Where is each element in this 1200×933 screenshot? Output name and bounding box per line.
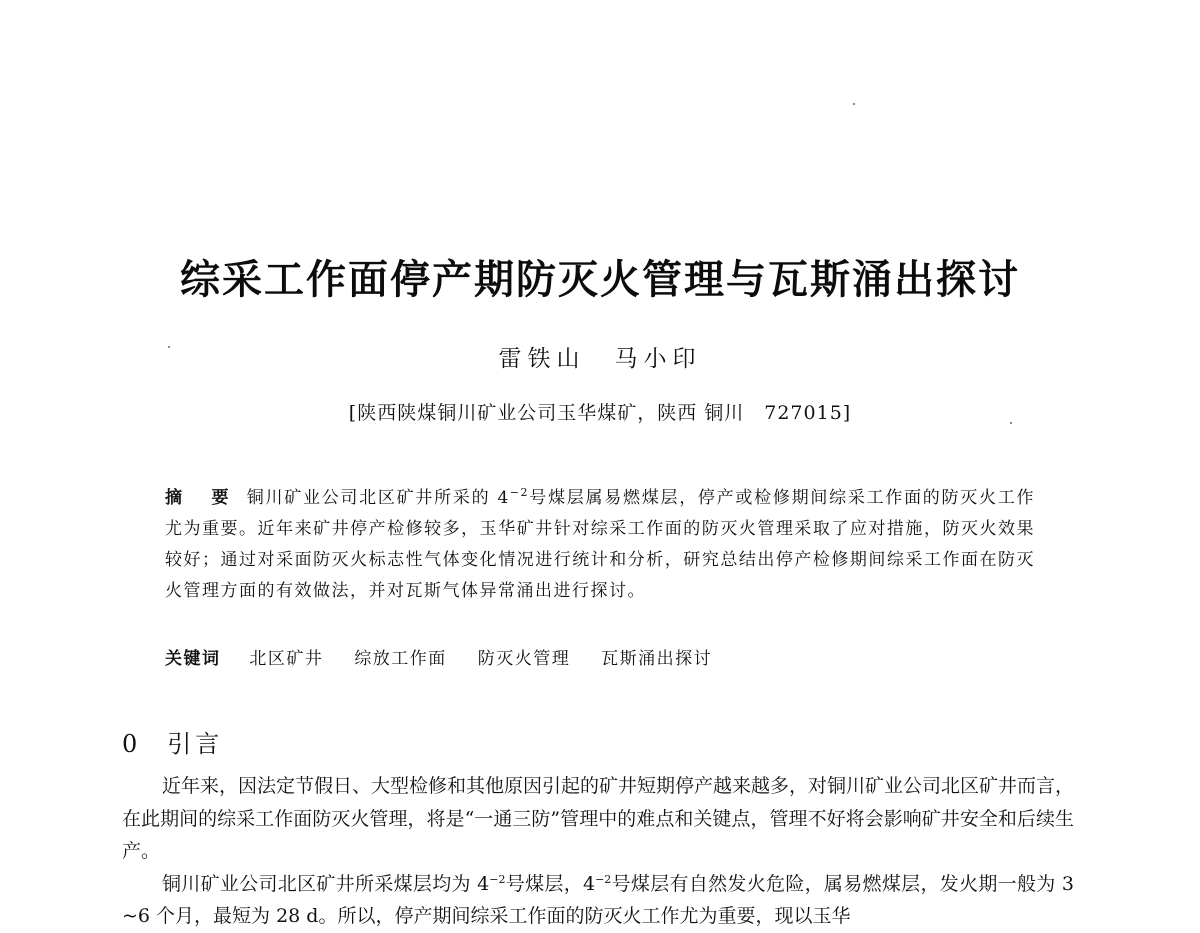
scan-speck xyxy=(1010,422,1012,424)
abstract-block xyxy=(165,483,1035,607)
keywords-line xyxy=(165,644,1035,669)
body-text xyxy=(122,770,1074,933)
abstract-label: 摘 要 xyxy=(165,488,235,508)
abstract-text-part2: 号煤层属易燃煤层，停产或检修期间综采工作面的防灭火工作尤为重要。近年来矿井停产检修较多，玉华矿井针对综采工作面的防灭火管理采取了应对措施，防灭火效果较好；通过对采面防灭火标志性气体变化情况进行统计和分析，研究总结出停产检修期间综采工作面在防灭火管理方面的有效做法，并对瓦斯气体异常涌出进行探讨。 xyxy=(165,488,1036,601)
p2-superscript-2: −2 xyxy=(595,872,612,886)
p2-text-c: 号煤层有自然发火危险，属易燃煤层，发火期一般为 3 ~6 个月，最短为 28 d。所以，停产期间综采工作面的防灭火工作尤为重要，现以玉华 xyxy=(122,872,1074,927)
body-paragraph-1: 近年来，因法定节假日、大型检修和其他原因引起的矿井短期停产越来越多，对铜川矿业公司北区矿井而言，在此期间的综采工作面防灭火管理，将是“一通三防”管理中的难点和关键点，管理不好将会影响矿井安全和后续生产。 xyxy=(122,775,1075,862)
scan-speck xyxy=(168,346,170,348)
p2-text-b: 号煤层，4 xyxy=(505,872,596,895)
scan-speck xyxy=(853,103,855,105)
author-line: 雷铁山 马小印 xyxy=(498,346,702,372)
p2-superscript-1: −2 xyxy=(489,872,506,886)
section-title: 引言 xyxy=(167,730,224,758)
section-heading xyxy=(122,724,223,759)
paper-title: 综采工作面停产期防灭火管理与瓦斯涌出探讨 xyxy=(180,256,1020,303)
keywords-label: 关键词 xyxy=(165,649,221,669)
abstract-text-part1: 铜川矿业公司北区矿井所采的 4 xyxy=(246,488,510,508)
section-number: 0 xyxy=(122,730,142,758)
keyword-item: 瓦斯涌出探讨 xyxy=(601,649,713,669)
body-paragraph-2 xyxy=(122,868,1074,933)
affiliation-line: [陕西陕煤铜川矿业公司玉华煤矿，陕西 铜川 727015] xyxy=(348,402,852,424)
p2-text-a: 铜川矿业公司北区矿井所采煤层均为 4 xyxy=(162,872,490,895)
abstract-superscript: −2 xyxy=(509,486,530,499)
keyword-item: 综放工作面 xyxy=(354,649,447,669)
keyword-item: 防灭火管理 xyxy=(477,649,571,669)
keyword-item: 北区矿井 xyxy=(249,649,324,669)
